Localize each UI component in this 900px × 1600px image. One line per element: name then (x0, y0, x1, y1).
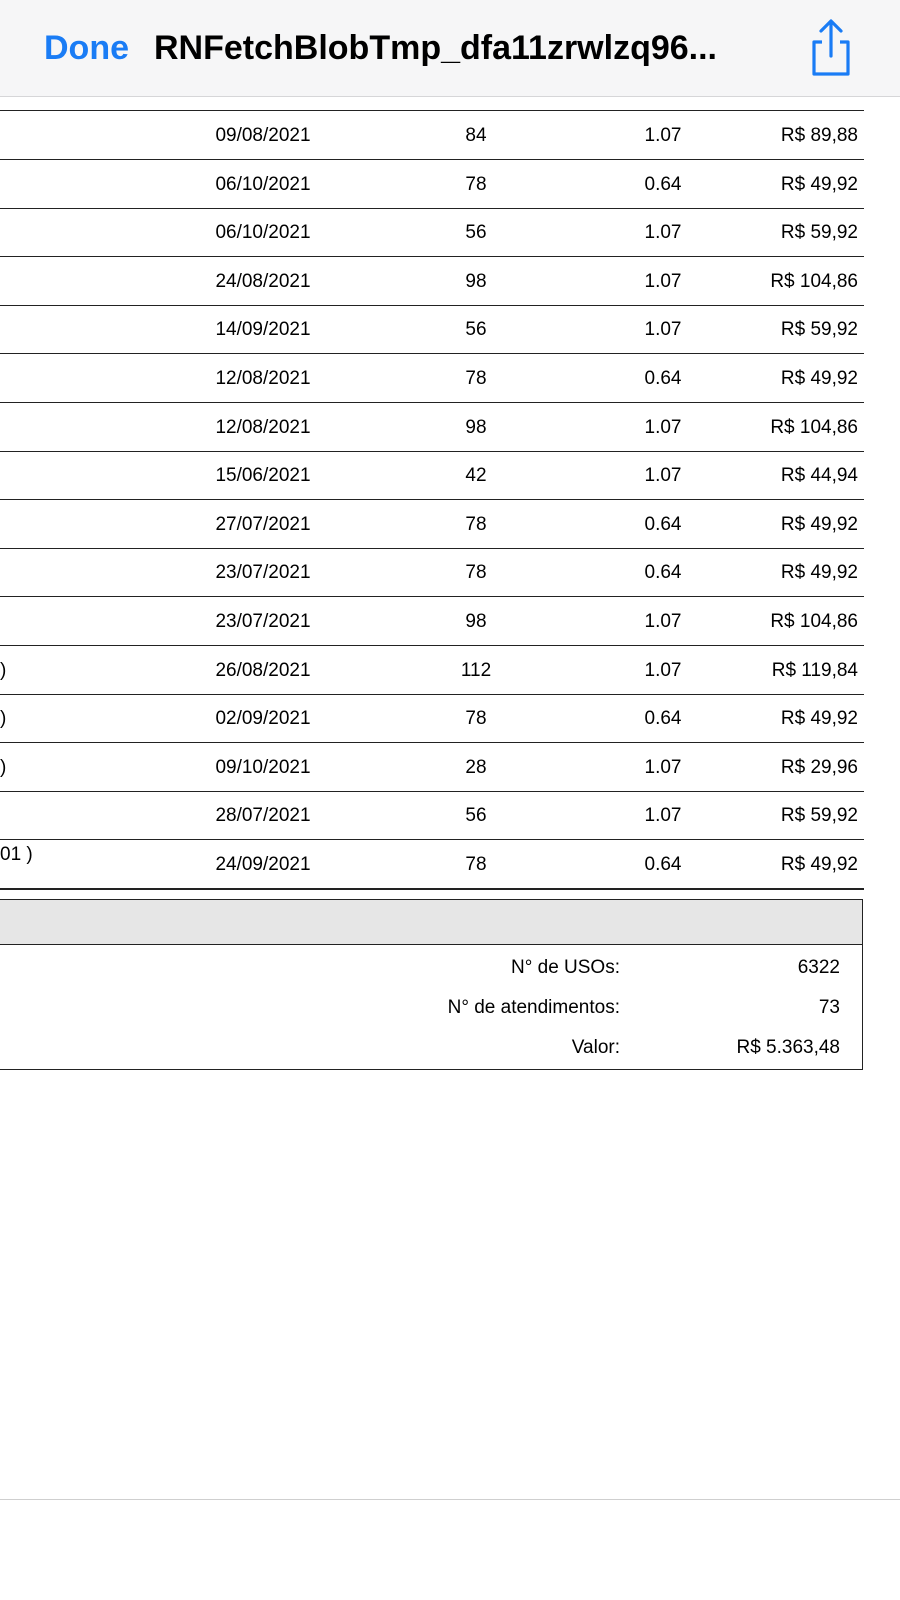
row-uso-count: 98 (465, 270, 487, 292)
row-date: 09/10/2021 (215, 756, 311, 778)
row-factor: 1.07 (644, 125, 682, 146)
row-date: 06/10/2021 (215, 173, 311, 195)
row-factor: 0.64 (644, 854, 682, 875)
share-button[interactable] (806, 18, 856, 78)
home-indicator-divider (0, 1499, 900, 1500)
row-uso-count: 56 (465, 319, 487, 341)
navigation-bar (0, 0, 900, 97)
row-value: R$ 49,92 (780, 173, 858, 195)
usos-label: N° de USOs: (511, 957, 620, 978)
row-date: 15/06/2021 (215, 465, 311, 487)
table-row (0, 209, 864, 257)
row-uso-count: 78 (465, 513, 487, 535)
row-date: 23/07/2021 (215, 611, 311, 632)
row-date: 09/08/2021 (215, 125, 311, 146)
row-uso-count: 78 (465, 173, 487, 195)
row-label-fragment: ) (0, 756, 7, 778)
table-row (0, 355, 864, 403)
row-date: 14/09/2021 (215, 319, 311, 341)
row-value: R$ 49,92 (780, 562, 858, 584)
row-label-fragment: 01 ) (0, 844, 33, 865)
row-date: 26/08/2021 (215, 659, 311, 681)
row-uso-count: 28 (465, 756, 487, 778)
table-row (0, 598, 864, 646)
table-row (0, 695, 864, 743)
row-date: 12/08/2021 (215, 416, 311, 438)
atendimentos-value: 73 (818, 997, 840, 1018)
row-uso-count: 78 (465, 562, 487, 584)
summary-usos-row (0, 948, 862, 988)
table-row (0, 306, 864, 354)
share-icon (806, 18, 856, 78)
row-uso-count: 78 (465, 854, 487, 875)
row-factor: 0.64 (644, 513, 682, 535)
table-row (0, 258, 864, 306)
row-uso-count: 78 (465, 708, 487, 730)
usos-value: 6322 (797, 957, 840, 978)
done-button[interactable]: Done (44, 29, 129, 67)
summary-valor-row (0, 1028, 862, 1068)
pdf-document-view[interactable] (0, 96, 900, 1600)
row-value: R$ 44,94 (780, 465, 858, 487)
row-date: 06/10/2021 (215, 222, 311, 244)
row-uso-count: 84 (465, 125, 487, 146)
row-date: 23/07/2021 (215, 562, 311, 584)
table-row (0, 549, 864, 597)
document-title: RNFetchBlobTmp_dfa11zrwlzq96... (154, 29, 717, 67)
row-factor: 1.07 (644, 611, 682, 632)
row-factor: 1.07 (644, 319, 682, 341)
row-factor: 1.07 (644, 756, 682, 778)
table-row (0, 501, 864, 549)
row-factor: 1.07 (644, 416, 682, 438)
row-value: R$ 59,92 (780, 805, 858, 827)
row-value: R$ 104,86 (770, 416, 858, 438)
row-uso-count: 98 (465, 611, 487, 632)
row-value: R$ 49,92 (780, 854, 858, 875)
row-uso-count: 56 (465, 805, 487, 827)
row-value: R$ 104,86 (770, 270, 858, 292)
row-value: R$ 104,86 (770, 611, 858, 632)
table-row (0, 841, 864, 889)
row-factor: 1.07 (644, 465, 682, 487)
summary-atendimentos-row (0, 988, 862, 1028)
row-date: 02/09/2021 (215, 708, 311, 730)
row-value: R$ 59,92 (780, 222, 858, 244)
row-date: 24/08/2021 (215, 270, 311, 292)
table-row (0, 647, 864, 695)
table-row (0, 404, 864, 452)
row-label-fragment: ) (0, 659, 7, 681)
table-bottom-border (0, 889, 864, 890)
row-date: 24/09/2021 (215, 854, 311, 875)
row-value: R$ 89,88 (780, 125, 858, 146)
row-factor: 0.64 (644, 173, 682, 195)
row-factor: 0.64 (644, 368, 682, 389)
row-uso-count: 112 (460, 659, 492, 681)
row-date: 28/07/2021 (215, 805, 311, 827)
table-row (0, 161, 864, 209)
row-uso-count: 78 (465, 368, 487, 389)
row-value: R$ 119,84 (771, 659, 858, 681)
table-row (0, 744, 864, 792)
row-factor: 1.07 (644, 222, 682, 244)
row-factor: 0.64 (644, 708, 682, 730)
row-uso-count: 56 (465, 222, 487, 244)
valor-label: Valor: (571, 1037, 620, 1058)
row-date: 12/08/2021 (215, 368, 311, 389)
row-factor: 1.07 (644, 270, 682, 292)
table-row (0, 452, 864, 500)
row-factor: 1.07 (644, 659, 682, 681)
table-top-border (0, 110, 864, 111)
row-uso-count: 98 (465, 416, 487, 438)
row-value: R$ 59,92 (780, 319, 858, 341)
table-row (0, 112, 864, 160)
row-value: R$ 49,92 (780, 513, 858, 535)
row-value: R$ 49,92 (780, 708, 858, 730)
atendimentos-label: N° de atendimentos: (447, 997, 620, 1018)
summary-header-bar (0, 899, 863, 945)
valor-value: R$ 5.363,48 (736, 1037, 840, 1058)
row-factor: 1.07 (644, 805, 682, 827)
row-date: 27/07/2021 (215, 513, 311, 535)
table-row (0, 792, 864, 840)
summary-box (0, 945, 863, 1070)
row-factor: 0.64 (644, 562, 682, 584)
row-uso-count: 42 (465, 465, 487, 487)
row-value: R$ 29,96 (780, 756, 858, 778)
row-value: R$ 49,92 (780, 368, 858, 389)
row-label-fragment: ) (0, 708, 7, 730)
